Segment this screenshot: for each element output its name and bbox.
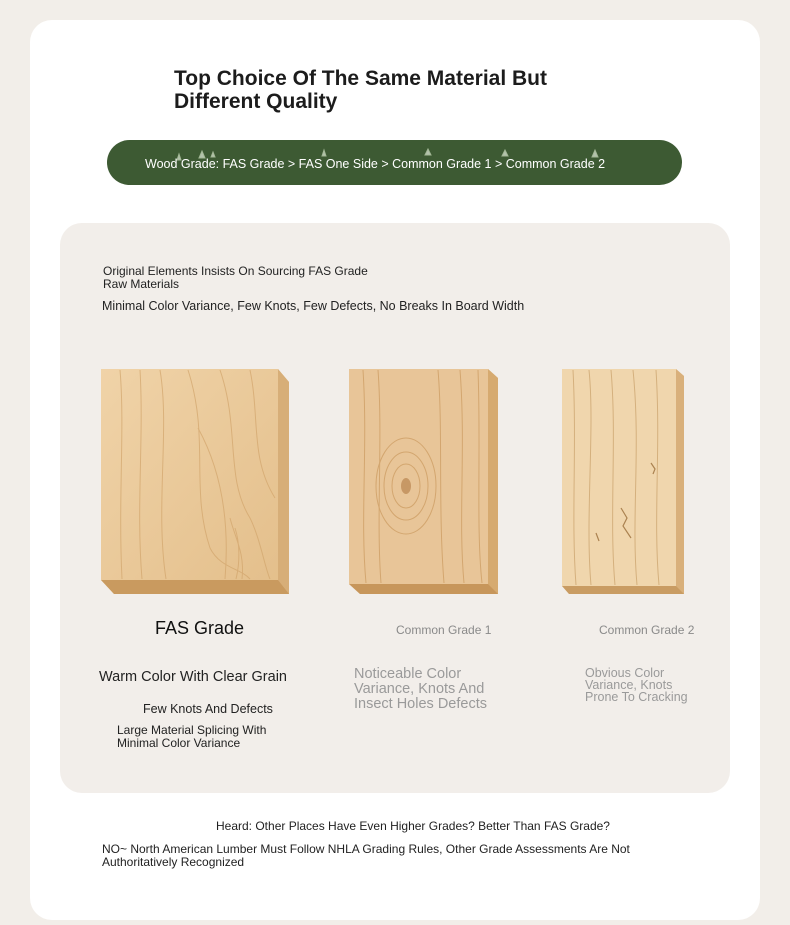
quality-summary: Minimal Color Variance, Few Knots, Few Defects, No Breaks In Board Width	[102, 299, 525, 313]
common-grade-2-description: Obvious Color Variance, Knots Prone To Cracking	[585, 666, 688, 704]
fas-feature-splicing: Large Material Splicing With Minimal Color Variance	[117, 723, 267, 750]
fas-feature-knots: Few Knots And Defects	[143, 702, 273, 716]
sourcing-statement: Original Elements Insists On Sourcing FAS Grade Raw Materials	[103, 264, 368, 291]
faq-answer: NO~ North American Lumber Must Follow NHLA Grading Rules, Other Grade Assessments Are Not Authoritatively Recognized	[102, 842, 630, 869]
common-grade-2-wood-sample	[561, 368, 685, 595]
common-grade-1-wood-sample	[348, 368, 499, 595]
page-title: Top Choice Of The Same Material But Different Quality	[174, 67, 547, 113]
grade-order-text: Wood Grade: FAS Grade > FAS One Side > Common Grade 1 > Common Grade 2	[145, 157, 606, 171]
faq-question: Heard: Other Places Have Even Higher Grades? Better Than FAS Grade?	[216, 819, 610, 833]
common-grade-2-label: Common Grade 2	[599, 623, 695, 637]
fas-grade-label: FAS Grade	[155, 618, 245, 638]
common-grade-1-label: Common Grade 1	[396, 623, 492, 637]
fas-wood-sample	[100, 368, 290, 595]
fas-feature-color: Warm Color With Clear Grain	[99, 669, 287, 685]
grade-order-banner	[107, 140, 682, 185]
common-grade-1-description: Noticeable Color Variance, Knots And Insect Holes Defects	[354, 666, 487, 712]
